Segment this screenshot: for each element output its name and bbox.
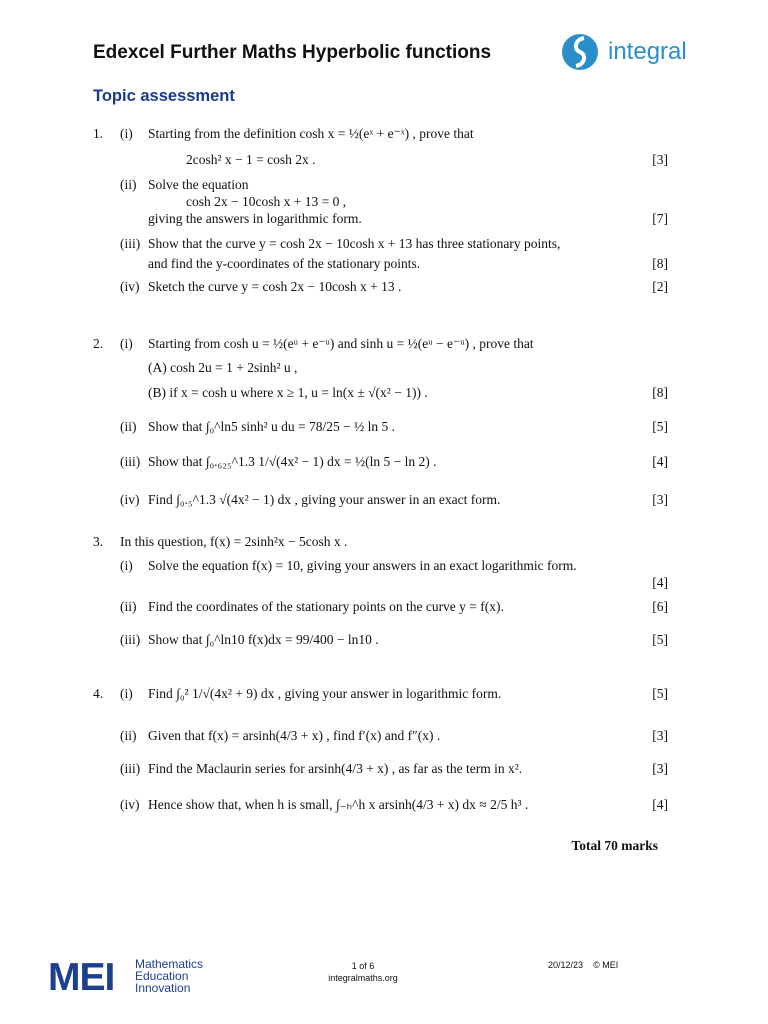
- footer-date: 20/12/23: [548, 960, 584, 970]
- q3-part-i-text: Solve the equation f(x) = 10, giving your answers in an exact logarithmic form.: [148, 558, 577, 573]
- q3-part-iii-label: (iii): [120, 632, 141, 647]
- mei-line-mathematics: Mathematics: [135, 957, 204, 971]
- q1-part-iii-label: (iii): [120, 236, 141, 251]
- q4-part-i-marks: [5]: [652, 686, 668, 701]
- q4-part-i-label: (i): [120, 686, 133, 701]
- q4-part-iv-label: (iv): [120, 797, 140, 812]
- q1-part-iii-text: Show that the curve y = cosh 2x − 10cosh x + 13 has three stationary points,: [148, 236, 561, 251]
- q1-part-i-label: (i): [120, 126, 133, 141]
- footer-page-info: [318, 960, 408, 984]
- q3-intro: In this question, f(x) = 2sinh²x − 5cosh x .: [120, 534, 348, 549]
- site-link[interactable]: integralmaths.org: [328, 973, 398, 983]
- integral-logo: [560, 30, 710, 76]
- q3-part-ii-text: Find the coordinates of the stationary points on the curve y = f(x).: [148, 599, 504, 614]
- q1-part-i-marks: [3]: [652, 152, 668, 167]
- q4-part-ii-marks: [3]: [652, 728, 668, 743]
- q3-part-iii-text: Show that ∫₀^ln10 f(x)dx = 99/400 − ln10 .: [148, 632, 379, 647]
- integral-logo-icon: [560, 30, 606, 76]
- q1-part-iv-marks: [2]: [652, 279, 668, 294]
- q1-part-iv-text: Sketch the curve y = cosh 2x − 10cosh x + 13 .: [148, 279, 402, 294]
- q4-part-i-text: Find ∫₀² 1/√(4x² + 9) dx , giving your answer in logarithmic form.: [148, 686, 502, 701]
- q3-part-ii-marks: [6]: [652, 599, 668, 614]
- q3-part-i-label: (i): [120, 558, 133, 573]
- q2-number: 2.: [93, 336, 104, 351]
- q4-part-iii-marks: [3]: [652, 761, 668, 776]
- q1-part-ii-equation: cosh 2x − 10cosh x + 13 = 0 ,: [186, 194, 347, 209]
- q4-number: 4.: [93, 686, 104, 701]
- q3-part-iii-marks: [5]: [652, 632, 668, 647]
- q4-part-iv-text: Hence show that, when h is small, ∫₋ₕ^h x arsinh(4/3 + x) dx ≈ 2/5 h³ .: [148, 797, 529, 812]
- q2-part-i-text: Starting from cosh u = ½(eᵘ + e⁻ᵘ) and sinh u = ½(eᵘ − e⁻ᵘ) , prove that: [148, 336, 534, 351]
- q2-part-ii-marks: [5]: [652, 419, 668, 434]
- q1-part-i-text: Starting from the definition cosh x = ½(eˣ + e⁻ˣ) , prove that: [148, 126, 474, 141]
- q2-part-iii-marks: [4]: [652, 454, 668, 469]
- q2-part-i-a: (A) cosh 2u = 1 + 2sinh² u ,: [148, 360, 298, 375]
- q1-part-ii-label: (ii): [120, 177, 137, 192]
- q4-part-iv-marks: [4]: [652, 797, 668, 812]
- q2-part-iii-text: Show that ∫₀.₆₂₅^1.3 1/√(4x² − 1) dx = ½(ln 5 − ln 2) .: [148, 454, 437, 469]
- q1-part-ii-marks: [7]: [652, 211, 668, 226]
- footer-date-copyright: [548, 960, 618, 970]
- q4-part-iii-text: Find the Maclaurin series for arsinh(4/3 + x) , as far as the term in x².: [148, 761, 523, 776]
- q3-part-i-marks: [4]: [652, 575, 668, 590]
- q4-part-iii-label: (iii): [120, 761, 141, 776]
- document-subtitle: Topic assessment: [93, 87, 235, 105]
- q2-part-i-marks: [8]: [652, 385, 668, 400]
- q3-part-ii-label: (ii): [120, 599, 137, 614]
- mei-logo-lines: [135, 958, 203, 994]
- q1-number: 1.: [93, 126, 104, 141]
- q1-part-ii-text: Solve the equation: [148, 177, 249, 192]
- q2-part-iv-text: Find ∫₀.₅^1.3 √(4x² − 1) dx , giving your answer in an exact form.: [148, 492, 501, 507]
- q2-part-iv-label: (iv): [120, 492, 140, 507]
- page-number: 1 of 6: [351, 961, 375, 971]
- q4-part-ii-label: (ii): [120, 728, 137, 743]
- mei-line-education: Education: [135, 969, 189, 983]
- q2-part-i-b: (B) if x = cosh u where x ≥ 1, u = ln(x ± √(x² − 1)) .: [148, 385, 428, 400]
- mei-line-innovation: Innovation: [135, 981, 191, 995]
- q2-part-i-label: (i): [120, 336, 133, 351]
- footer-copyright: © MEI: [593, 960, 619, 970]
- mei-logo-abbrev: MEI: [48, 956, 115, 999]
- q1-part-iv-label: (iv): [120, 279, 140, 294]
- q2-part-iii-label: (iii): [120, 454, 141, 469]
- q3-number: 3.: [93, 534, 104, 549]
- q1-part-i-equation: 2cosh² x − 1 = cosh 2x .: [186, 152, 316, 167]
- q2-part-iv-marks: [3]: [652, 492, 668, 507]
- integral-logo-text: integral: [608, 38, 687, 65]
- q1-part-iii-text-2: and find the y-coordinates of the stationary points.: [148, 256, 421, 271]
- total-marks: Total 70 marks: [571, 838, 658, 853]
- q2-part-ii-label: (ii): [120, 419, 137, 434]
- q1-part-iii-marks: [8]: [652, 256, 668, 271]
- q2-part-ii-text: Show that ∫₀^ln5 sinh² u du = 78/25 − ½ ln 5 .: [148, 419, 396, 434]
- document-title: Edexcel Further Maths Hyperbolic functions: [93, 42, 492, 63]
- q1-part-ii-text-2: giving the answers in logarithmic form.: [148, 211, 362, 226]
- q4-part-ii-text: Given that f(x) = arsinh(4/3 + x) , find f′(x) and f″(x) .: [148, 728, 441, 743]
